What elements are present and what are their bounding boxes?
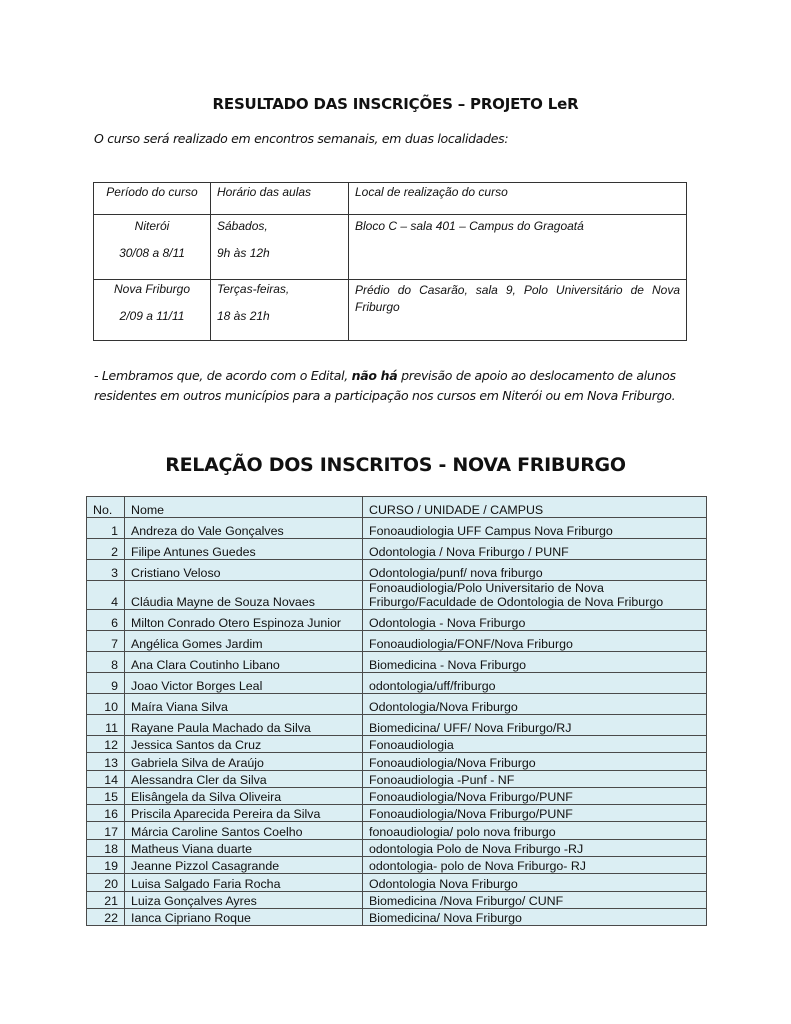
row-name: Andreza do Vale Gonçalves [125,518,363,539]
row-course: Fonoaudiologia UFF Campus Nova Friburgo [363,518,707,539]
schedule-time: 9h às 12h [217,246,270,260]
schedule-location: Prédio do Casarão, sala 9, Polo Universitário de Nova Friburgo [355,283,680,314]
row-course: Biomedicina/ Nova Friburgo [363,908,707,925]
row-name: Gabriela Silva de Araújo [125,753,363,770]
schedule-header-row [94,183,687,215]
row-course: Odontologia/punf/ nova friburgo [363,560,707,581]
table-row [87,518,707,539]
row-course: odontologia/uff/friburgo [363,673,707,694]
table-row [87,560,707,581]
note-text: - Lembramos que, de acordo com o Edital, [94,368,352,383]
schedule-day: Sábados, [217,219,268,233]
note-text: previsão de apoio ao deslocamento de alunos residentes em outros municípios para a participação nos cursos em Niterói ou em Nova Friburgo. [94,368,676,403]
row-course: Odontologia/Nova Friburgo [363,694,707,715]
table-row [87,839,707,856]
intro-text: O curso será realizado em encontros semanais, em duas localidades: [94,131,509,146]
row-number: 6 [87,610,125,631]
row-number: 7 [87,631,125,652]
table-row [87,652,707,673]
row-number: 13 [87,753,125,770]
table-row [87,805,707,822]
row-number: 10 [87,694,125,715]
row-number: 22 [87,908,125,925]
schedule-table [93,182,687,341]
row-course: Fonoaudiologia/Nova Friburgo/PUNF [363,787,707,804]
table-row [87,874,707,891]
table-row [87,770,707,787]
table-row [87,715,707,736]
table-row [87,787,707,804]
row-number: 3 [87,560,125,581]
row-course: Biomedicina/ UFF/ Nova Friburgo/RJ [363,715,707,736]
row-name: Cláudia Mayne de Souza Novaes [125,581,363,610]
row-number: 11 [87,715,125,736]
header-cell-no: No. [87,497,125,518]
note-paragraph [94,366,694,406]
row-name: Márcia Caroline Santos Coelho [125,822,363,839]
document-title: RESULTADO DAS INSCRIÇÕES – PROJETO LeR [212,95,579,113]
row-number: 1 [87,518,125,539]
row-name: Filipe Antunes Guedes [125,539,363,560]
schedule-period-cell [94,280,211,341]
schedule-city: Niterói [134,219,170,233]
row-number: 12 [87,736,125,753]
schedule-row [94,280,687,341]
table-row [87,891,707,908]
schedule-location-cell [349,280,687,341]
row-course: Fonoaudiologia/Nova Friburgo/PUNF [363,805,707,822]
table-row [87,694,707,715]
row-course: Odontologia - Nova Friburgo [363,610,707,631]
table-row [87,673,707,694]
note-emphasis: não há [351,368,398,383]
schedule-header-cell: Horário das aulas [211,183,349,215]
table-row [87,908,707,925]
row-name: Maíra Viana Silva [125,694,363,715]
row-course: Fonoaudiologia [363,736,707,753]
list-title: RELAÇÃO DOS INSCRITOS - NOVA FRIBURGO [165,454,626,476]
row-course: Fonoaudiologia/FONF/Nova Friburgo [363,631,707,652]
schedule-header-cell: Período do curso [94,183,211,215]
schedule-city: Nova Friburgo [113,282,191,296]
row-name: Jessica Santos da Cruz [125,736,363,753]
header-cell-name: Nome [125,497,363,518]
row-course: odontologia- polo de Nova Friburgo- RJ [363,857,707,874]
row-number: 15 [87,787,125,804]
table-row [87,736,707,753]
row-name: Luiza Gonçalves Ayres [125,891,363,908]
registrants-table [86,496,707,926]
row-number: 14 [87,770,125,787]
row-name: Alessandra Cler da Silva [125,770,363,787]
schedule-dates: 2/09 a 11/11 [119,309,185,323]
row-number: 18 [87,839,125,856]
table-row [87,610,707,631]
schedule-time-cell [211,280,349,341]
schedule-time: 18 às 21h [217,309,270,323]
schedule-row [94,215,687,280]
table-row [87,857,707,874]
row-course: Odontologia Nova Friburgo [363,874,707,891]
row-name: Jeanne Pizzol Casagrande [125,857,363,874]
row-number: 8 [87,652,125,673]
row-number: 16 [87,805,125,822]
row-name: Milton Conrado Otero Espinoza Junior [125,610,363,631]
schedule-time-cell [211,215,349,280]
row-name: Ana Clara Coutinho Libano [125,652,363,673]
table-row [87,539,707,560]
row-course: odontologia Polo de Nova Friburgo -RJ [363,839,707,856]
row-course: fonoaudiologia/ polo nova friburgo [363,822,707,839]
row-name: Rayane Paula Machado da Silva [125,715,363,736]
row-number: 9 [87,673,125,694]
row-number: 17 [87,822,125,839]
header-cell-course: CURSO / UNIDADE / CAMPUS [363,497,707,518]
table-row [87,822,707,839]
row-number: 20 [87,874,125,891]
row-name: Priscila Aparecida Pereira da Silva [125,805,363,822]
row-course: Fonoaudiologia -Punf - NF [363,770,707,787]
row-course: Fonoaudiologia/Nova Friburgo [363,753,707,770]
row-number: 19 [87,857,125,874]
row-name: Joao Victor Borges Leal [125,673,363,694]
schedule-dates: 30/08 a 8/11 [119,246,185,260]
row-name: Elisângela da Silva Oliveira [125,787,363,804]
row-number: 21 [87,891,125,908]
schedule-location-cell [349,215,687,280]
table-row [87,631,707,652]
row-name: Angélica Gomes Jardim [125,631,363,652]
row-name: Cristiano Veloso [125,560,363,581]
row-course: Fonoaudiologia/Polo Universitario de Nova Friburgo/Faculdade de Odontologia de Nova Friburgo [363,581,707,610]
schedule-period-cell [94,215,211,280]
row-name: Ianca Cipriano Roque [125,908,363,925]
row-number: 4 [87,581,125,610]
registrants-header-row [87,497,707,518]
row-number: 2 [87,539,125,560]
row-course: Odontologia / Nova Friburgo / PUNF [363,539,707,560]
schedule-header-cell: Local de realização do curso [349,183,687,215]
row-name: Matheus Viana duarte [125,839,363,856]
schedule-day: Terças-feiras, [217,282,290,296]
row-name: Luisa Salgado Faria Rocha [125,874,363,891]
row-course: Biomedicina /Nova Friburgo/ CUNF [363,891,707,908]
table-row [87,753,707,770]
row-course: Biomedicina - Nova Friburgo [363,652,707,673]
table-row [87,581,707,610]
schedule-location: Bloco C – sala 401 – Campus do Gragoatá [355,219,584,233]
